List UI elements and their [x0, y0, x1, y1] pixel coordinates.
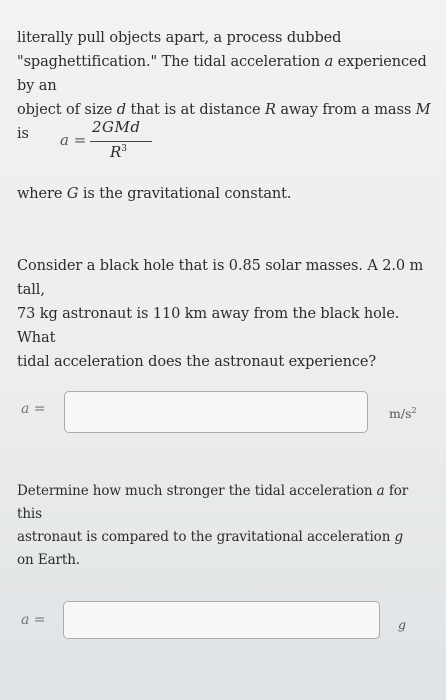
tidal-acceleration-formula	[60, 118, 170, 178]
answer-2-unit: g	[398, 617, 407, 632]
answer-2-label: a =	[21, 612, 46, 628]
where-text: where G is the gravitational constant.	[17, 186, 292, 202]
fraction-bar	[90, 141, 152, 142]
answer-1-unit: $m/s^2$	[389, 406, 417, 422]
question-1-text: Consider a black hole that is 0.85 solar masses. A 2.0 m tall, 73 kg astronaut is 110 km away from the black hole. What tidal acceleration does the astronaut experience?	[17, 258, 424, 370]
formula-lhs: a =	[60, 131, 87, 149]
answer-1-input[interactable]	[64, 391, 368, 433]
formula-numerator: 2GMd	[92, 118, 141, 136]
formula-denominator: $R^3$	[110, 143, 128, 161]
intro-text: literally pull objects apart, a process dubbed "spaghettification." The tidal acceleration a experienced by an object of size d that is at distance R away from a mass M is	[17, 30, 431, 142]
answer-2-input[interactable]	[63, 601, 380, 639]
question-2-text: Determine how much stronger the tidal acceleration a for this astronaut is compared to the gravitational acceleration g on Earth.	[17, 483, 409, 568]
answer-1-label: a =	[21, 401, 46, 417]
